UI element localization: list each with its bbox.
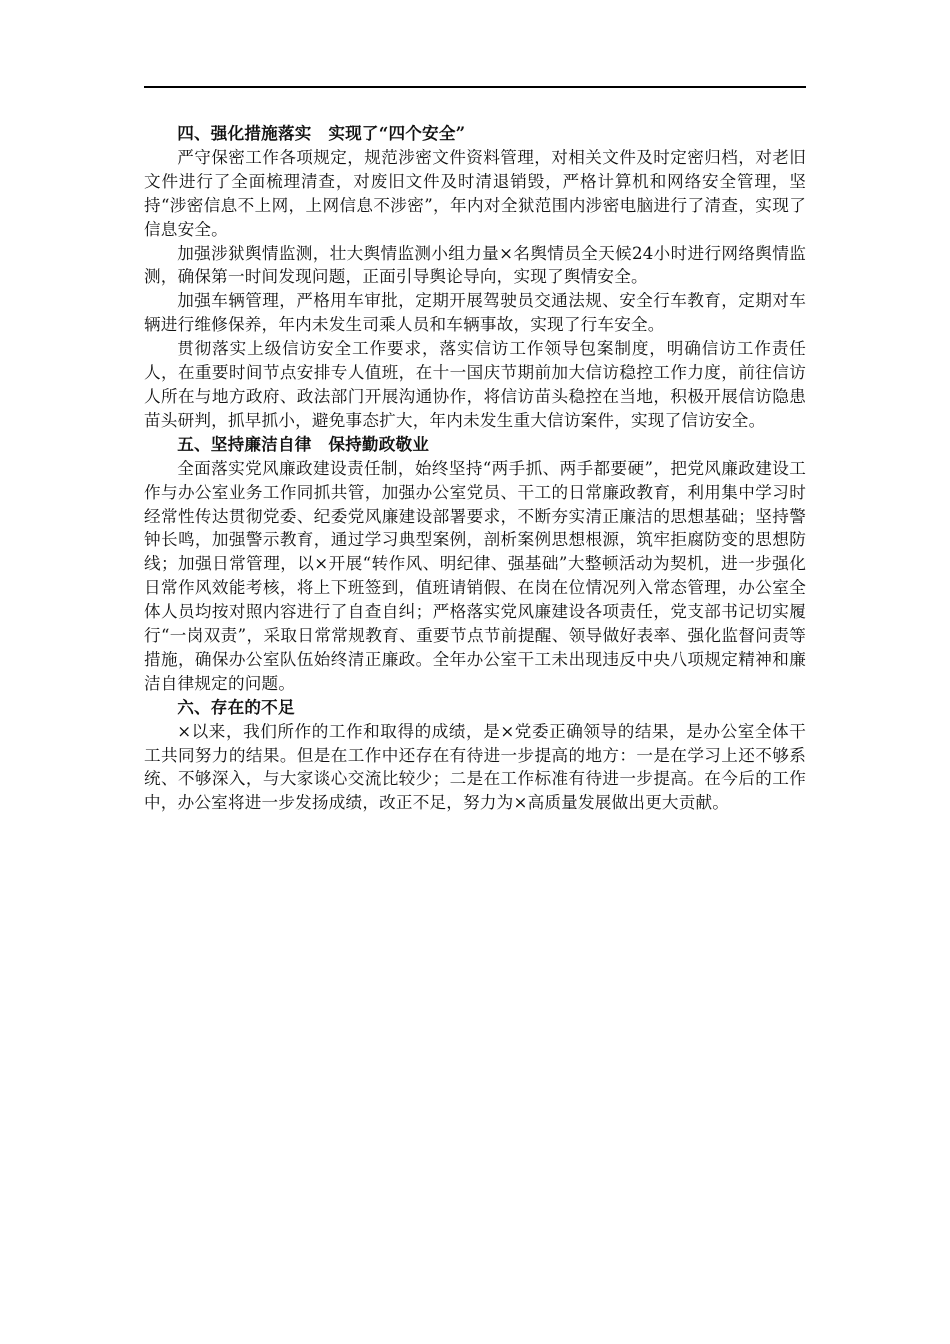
section-security — [144, 122, 806, 433]
paragraph-confidentiality: 严守保密工作各项规定，规范涉密文件资料管理，对相关文件及时定密归档，对老旧文件进行了全面梳理清查，对废旧文件及时清退销毁，严格计算机和网络安全管理，坚持“涉密信息不上网，上网信息不涉密”，年内对全狱范围内涉密电脑进行了清查，实现了信息安全。 — [144, 147, 806, 239]
paragraph-shortcomings: ×以来，我们所作的工作和取得的成绩，是×党委正确领导的结果，是办公室全体干工共同努力的结果。但是在工作中还存在有待进一步提高的地方：一是在学习上还不够系统、不够深入，与大家谈心交流比较少；二是在工作标准有待进一步提高。在今后的工作中，办公室将进一步发扬成绩，改正不足，努力为×高质量发展做出更大贡献。 — [144, 721, 806, 813]
document-body — [144, 122, 806, 815]
section-integrity — [144, 433, 806, 696]
paragraph-public-opinion: 加强涉狱舆情监测，壮大舆情监测小组力量×名舆情员全天候24小时进行网络舆情监测，确保第一时间发现问题，正面引导舆论导向，实现了舆情安全。 — [144, 243, 806, 287]
paragraph-vehicle-safety: 加强车辆管理，严格用车审批，定期开展驾驶员交通法规、安全行车教育，定期对车辆进行维修保养，年内未发生司乘人员和车辆事故，实现了行车安全。 — [144, 291, 806, 335]
section-heading: 五、坚持廉洁自律 保持勤政敬业 — [177, 433, 430, 454]
section-heading: 六、存在的不足 — [177, 696, 295, 717]
paragraph-integrity: 全面落实党风廉政建设责任制，始终坚持“两手抓、两手都要硬”，把党风廉政建设工作与办公室业务工作同抓共管，加强办公室党员、干工的日常廉政教育，利用集中学习时经常性传达贯彻党委、纪委党风廉建设部署要求，不断夯实清正廉洁的思想基础；坚持警钟长鸣，加强警示教育，通过学习典型案例，剖析案例思想根源，筑牢拒腐防变的思想防线；加强日常管理，以×开展“转作风、明纪律、强基础”大整顿活动为契机，进一步强化日常作风效能考核，将上下班签到，值班请销假、在岗在位情况列入常态管理，办公室全体人员均按对照内容进行了自查自纠；严格落实党风廉建设各项责任，党支部书记切实履行“一岗双责”，采取日常常规教育、重要节点节前提醒、领导做好表率、强化监督问责等措施，确保办公室队伍始终清正廉政。全年办公室干工未出现违反中央八项规定精神和廉洁自律规定的问题。 — [144, 458, 806, 693]
paragraph-petition-safety: 贯彻落实上级信访安全工作要求，落实信访工作领导包案制度，明确信访工作责任人，在重要时间节点安排专人值班，在十一国庆节期前加大信访稳控工作力度，前往信访人所在与地方政府、政法部门开展沟通协作，将信访苗头稳控在当地，积极开展信访隐患苗头研判，抓早抓小，避免事态扩大，年内未发生重大信访案件，实现了信访安全。 — [144, 339, 806, 430]
section-heading: 四、强化措施落实 实现了“四个安全” — [177, 123, 466, 143]
section-shortcomings — [144, 696, 806, 816]
header-divider — [144, 86, 806, 88]
